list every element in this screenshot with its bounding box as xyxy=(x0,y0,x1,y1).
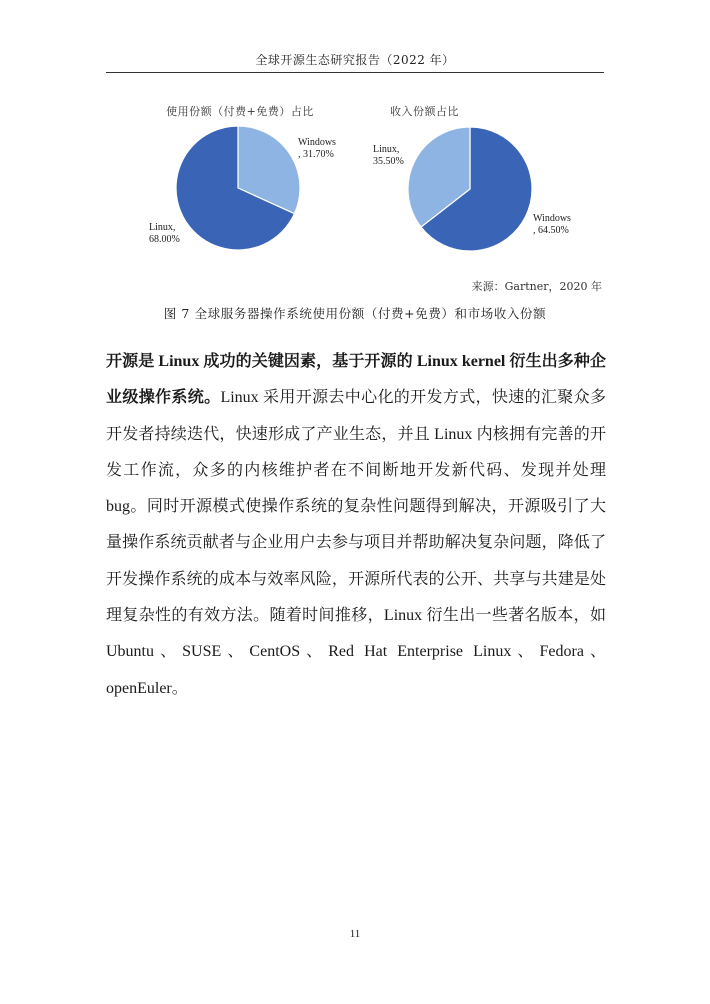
page-number: 11 xyxy=(349,928,361,940)
slice-label-windows: Windows , 31.70% xyxy=(298,137,336,160)
body-paragraph xyxy=(106,344,606,707)
slice-label-linux: Linux, 68.00% xyxy=(149,222,180,245)
paragraph-text: Linux 采用开源去中心化的开发方式，快速的汇聚众多开发者持续迭代，快速形成了产业生态，并且 Linux 内核拥有完善的开发工作流，众多的内核维护者在不间断地开发新代码、发现并处理 bug。同时开源模式使操作系统的复杂性问题得到解决，开源吸引了大量操作系统贡献者与企业用户去参与项目并帮助解决复杂问题，降低了开发操作系统的成本与效率风险，开源所代表的公开、共享与共建是处理复杂性的有效方法。随着时间推移，Linux 衍生出一些著名版本，如 Ubuntu、SUSE、CentOS、Red Hat Enterprise Linux、Fedora、openEuler。 xyxy=(106,389,606,697)
chart-title: 收入份额占比 xyxy=(390,105,459,118)
paragraph-lead: 开源是 Linux 成功的关键因素，基于开源的 Linux kernel 衍生出多种企业级操作系统。 xyxy=(106,353,606,407)
slice-label-linux: Linux, 35.50% xyxy=(373,144,404,167)
pie-svg xyxy=(360,95,600,270)
figure-caption: 图 7 全球服务器操作系统使用份额（付费+免费）和市场收入份额 xyxy=(163,306,547,321)
figure-source: 来源：Gartner，2020 年 xyxy=(471,280,602,293)
pie-svg xyxy=(135,95,385,270)
usage-share-pie-chart xyxy=(135,95,385,270)
chart-title: 使用份额（付费+免费）占比 xyxy=(166,105,314,118)
header-rule xyxy=(106,72,604,73)
revenue-share-pie-chart xyxy=(360,95,600,270)
slice-label-windows: Windows , 64.50% xyxy=(533,213,571,236)
running-header: 全球开源生态研究报告（2022 年） xyxy=(255,53,455,67)
